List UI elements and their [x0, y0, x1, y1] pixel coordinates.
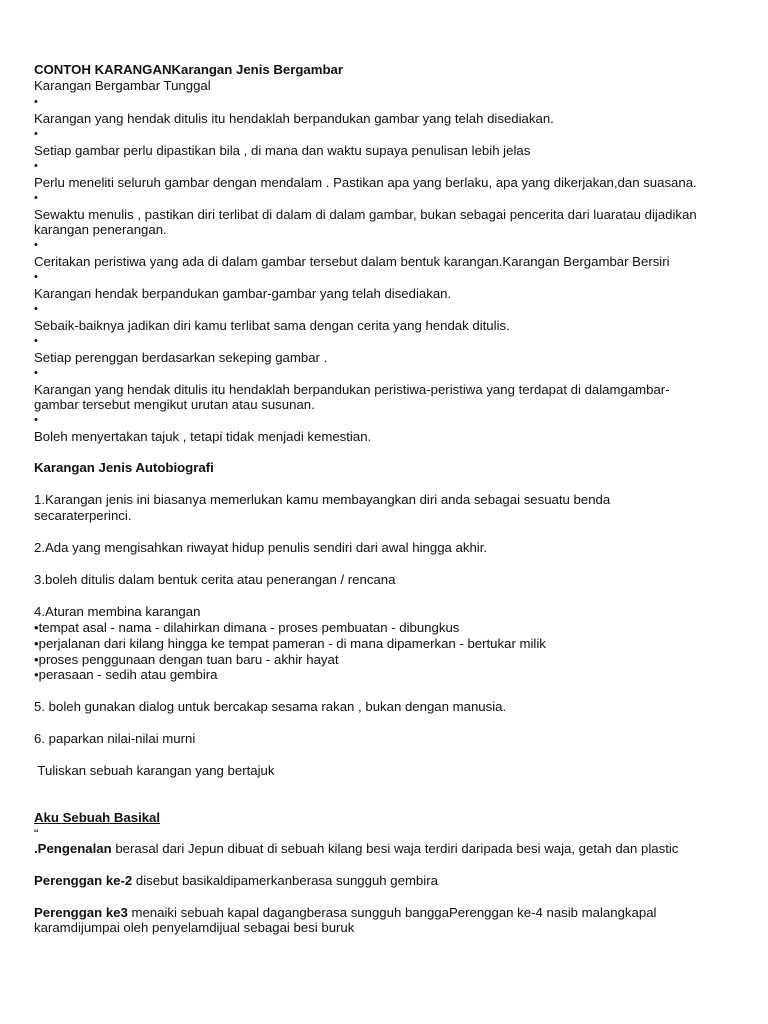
essay-paragraph-3 [34, 905, 656, 920]
instruction-text: Tuliskan sebuah karangan yang bertajuk [34, 763, 275, 778]
aturan-item: •proses penggunaan dengan tuan baru - akhir hayat [34, 652, 339, 667]
list-item: Karangan yang hendak ditulis itu hendaklah berpandukan gambar yang telah disediakan. [34, 111, 554, 126]
bullet-marker: • [34, 335, 38, 347]
numbered-item-5: 5. boleh gunakan dialog untuk bercakap sesama rakan , bukan dengan manusia. [34, 699, 507, 714]
essay-paragraph-2 [34, 873, 438, 888]
essay-title: Aku Sebuah Basikal [34, 810, 161, 825]
item-number: 3. [34, 572, 45, 587]
document-title: CONTOH KARANGANKarangan Jenis Bergambar [34, 62, 343, 77]
list-item: Sebaik-baiknya jadikan diri kamu terlibat sama dengan cerita yang hendak ditulis. [34, 318, 510, 333]
list-item: Perlu meneliti seluruh gambar dengan mendalam . Pastikan apa yang berlaku, apa yang dikerjakan,dan suasana. [34, 175, 697, 190]
section-subtitle-tunggal: Karangan Bergambar Tunggal [34, 78, 211, 93]
item-text: Ada yang mengisahkan riwayat hidup penulis sendiri dari awal hingga akhir. [45, 540, 488, 555]
list-item: Boleh menyertakan tajuk , tetapi tidak menjadi kemestian. [34, 429, 372, 444]
bullet-marker: • [34, 96, 38, 108]
bullet-marker: • [34, 160, 38, 172]
item-text: Karangan jenis ini biasanya memerlukan kamu membayangkan diri anda sebagai sesuatu benda [45, 492, 611, 507]
paragraph-text: menaiki sebuah kapal dagangberasa sungguh banggaPerenggan ke-4 nasib malangkapal [127, 905, 657, 920]
numbered-item-continuation: secaraterperinci. [34, 508, 132, 523]
list-item: Setiap perenggan berdasarkan sekeping gambar . [34, 350, 328, 365]
bullet-marker: • [34, 128, 38, 140]
item-number: 4. [34, 604, 45, 619]
list-item: Ceritakan peristiwa yang ada di dalam gambar tersebut dalam bentuk karangan.Karangan Bergambar Bersiri [34, 254, 670, 269]
item-text: Aturan membina karangan [45, 604, 201, 619]
bullet-marker: • [34, 271, 38, 283]
list-item-continuation: karangan penerangan. [34, 222, 167, 237]
numbered-item [34, 492, 610, 507]
list-item-continuation: gambar tersebut mengikut urutan atau susunan. [34, 397, 315, 412]
aturan-item: •tempat asal - nama - dilahirkan dimana - proses pembuatan - dibungkus [34, 620, 460, 635]
list-item: Sewaktu menulis , pastikan diri terlibat di dalam di dalam gambar, bukan sebagai pencerita dari luaratau dijadikan [34, 207, 697, 222]
numbered-item-6: 6. paparkan nilai-nilai murni [34, 731, 196, 746]
paragraph-text: berasal dari Jepun dibuat di sebuah kilang besi waja terdiri daripada besi waja, getah dan plastic [111, 841, 679, 856]
numbered-item [34, 604, 200, 619]
bullet-marker: • [34, 303, 38, 315]
numbered-item [34, 572, 395, 587]
section-heading-autobiografi: Karangan Jenis Autobiografi [34, 460, 214, 475]
bullet-marker: • [34, 367, 38, 379]
aturan-item: •perasaan - sedih atau gembira [34, 667, 218, 682]
item-number: 2. [34, 540, 45, 555]
item-text: boleh ditulis dalam bentuk cerita atau penerangan / rencana [45, 572, 396, 587]
essay-paragraph-1 [34, 841, 678, 856]
bullet-marker: • [34, 239, 38, 251]
essay-paragraph-3-continuation: karamdijumpai oleh penyelamdijual sebagai besi buruk [34, 920, 355, 935]
list-item: Karangan hendak berpandukan gambar-gambar yang telah disediakan. [34, 286, 452, 301]
item-number: 1. [34, 492, 45, 507]
numbered-item [34, 540, 487, 555]
open-quote: “ [34, 826, 39, 841]
aturan-item: •perjalanan dari kilang hingga ke tempat pameran - di mana dipamerkan - bertukar milik [34, 636, 546, 651]
paragraph-label: .Pengenalan [34, 841, 112, 856]
list-item: Karangan yang hendak ditulis itu hendaklah berpandukan peristiwa-peristiwa yang terdapat di dalamgambar- [34, 382, 670, 397]
bullet-marker: • [34, 192, 38, 204]
list-item: Setiap gambar perlu dipastikan bila , di mana dan waktu supaya penulisan lebih jelas [34, 143, 531, 158]
paragraph-label: Perenggan ke-2 [34, 873, 133, 888]
paragraph-label: Perenggan ke3 [34, 905, 128, 920]
bullet-marker: • [34, 414, 38, 426]
paragraph-text: disebut basikaldipamerkanberasa sungguh gembira [132, 873, 438, 888]
